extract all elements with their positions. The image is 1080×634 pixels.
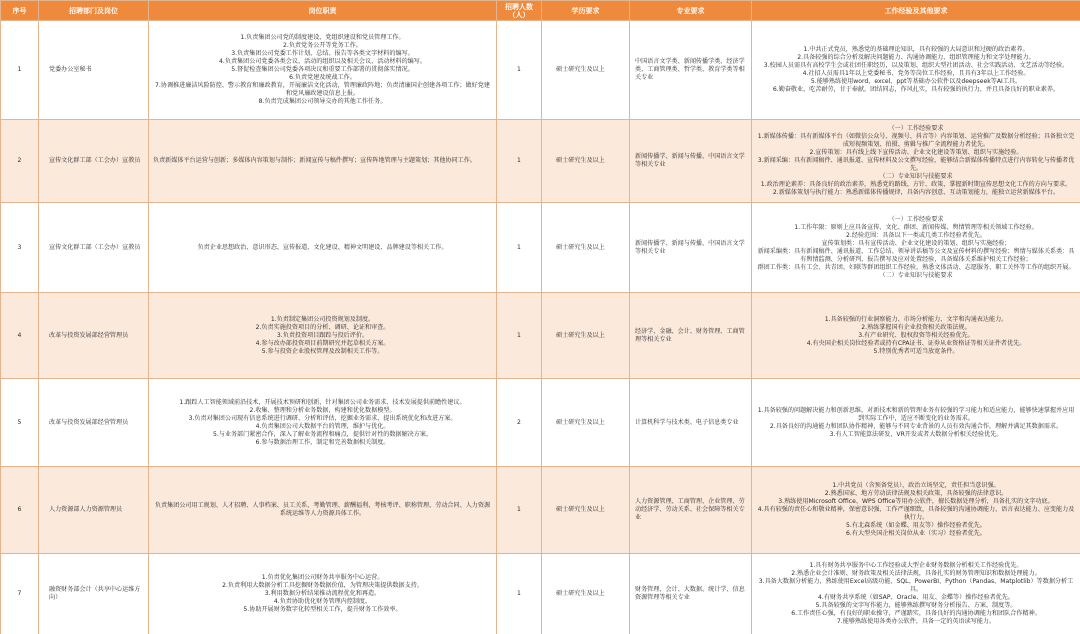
req-line: 1.中共正式党员，熟悉党的基础理论知识，具有较强的大局意识和过硬的政治素养。 bbox=[803, 46, 1029, 53]
req-line: 4.有央国企相关岗位经验者或持有CPA证书、证券从业资格证等相关证件者优先。 bbox=[806, 339, 1026, 347]
duty-line: 1.负责优化集团公司财务共享服务中心运营。 bbox=[261, 574, 384, 581]
table-row bbox=[1, 203, 1080, 293]
req-line: 1.具备较强的行业洞察能力、市场分析能力、文字和沟通表达能力。 bbox=[824, 315, 1008, 323]
row-number: 2 bbox=[1, 120, 39, 203]
req-line: 6.有大型央国企相关岗位从业（实习）经验者优先。 bbox=[846, 530, 986, 537]
dept-position: 宣传文化群工部（工会办）宣教员 bbox=[39, 203, 149, 293]
major-requirement: 新闻传播学、新闻与传播、中国语言文学等相关专业 bbox=[630, 203, 752, 293]
duty-line: 负责集团公司用工规划、人才招聘、人事档案、员工关系、考勤管理、薪酬福利、考核考评、职称管理、劳动合同、人力资源系统运维等人力资源具体工作。 bbox=[154, 502, 491, 517]
dept-position: 党委办公室秘书 bbox=[39, 21, 149, 120]
row-number: 7 bbox=[1, 554, 39, 634]
duty-line: 2.负责实施投资项目的分析、调研、论证和审查。 bbox=[255, 323, 390, 331]
duty-line: 7.协调推进廉洁风险防控、警示教育和廉政教育，开展廉洁文化活动，管理廉政阵地；负责清廉国企创建各项工作；做好党建和党风廉政建设信息上报。 bbox=[155, 82, 490, 97]
req-line: 1.政治理论素养：具备良好的政治素养，熟悉党的路线、方针、政策，掌握新时期宣传思想文化工作的方向与要求。 bbox=[760, 181, 1072, 188]
hire-count: 1 bbox=[497, 120, 542, 203]
major-requirement: 经济学、金融、会计、财务管理、工商管理等相关专业 bbox=[630, 293, 752, 379]
req-line: 2.熟悉企业会计准则、财务政策及相关法律法规，具备扎实的财务管理知识和数据处理能力。 bbox=[791, 570, 1041, 577]
duty-line: 2.收集、整理和分析业务数据，构建和优化数据模型。 bbox=[249, 406, 396, 414]
req-line: 3.熟练使用Microsoft Office、WPS Office等用办公软件，擅长数据处理分析，具备扎实的文字功底。 bbox=[778, 498, 1054, 505]
job-duties bbox=[149, 120, 497, 203]
req-line: 1.具有财务共享服务中心工作经验或大型企业财务数据分析相关工作经验优先。 bbox=[809, 562, 1023, 569]
job-duties bbox=[149, 293, 497, 379]
duty-line: 5.参与投资企业股权管理及改制相关工作等。 bbox=[261, 347, 384, 355]
table-row bbox=[1, 21, 1080, 120]
header-major: 专业要求 bbox=[630, 1, 752, 21]
major-requirement: 计算机科学与技术类、电子信息类专业 bbox=[630, 379, 752, 467]
experience-requirements bbox=[752, 293, 1080, 379]
dept-position: 宣传文化群工部（工会办）宣教员 bbox=[39, 120, 149, 203]
req-line: （二）专业知识与技能要求 bbox=[879, 271, 953, 279]
req-line: 3.有人工智能算法研发、VR开发或者大数据分析相关经验优先。 bbox=[829, 430, 1003, 438]
education-requirement: 硕士研究生及以上 bbox=[542, 554, 630, 634]
job-duties bbox=[149, 379, 497, 467]
duty-line: 4.负责集团公司大数据平台的管理，维护与优化。 bbox=[255, 422, 390, 430]
duty-line: 3.负责投资项目跟踪与投后评价。 bbox=[276, 331, 369, 339]
dept-position: 融资财务部会计（共享中心运维方向） bbox=[39, 554, 149, 634]
duty-line: 3.负责对集团公司现有信息系统进行调研、分析和评估，挖掘业务需求，提出系统优化和改进方案。 bbox=[188, 414, 457, 422]
duty-line: 1.负责制定集团公司投资规划及制度。 bbox=[270, 315, 375, 323]
req-line: 1.工作年限：原则上应具备宣传、文化、群团、新闻传媒、舆情管理等相关领域工作经验。 bbox=[794, 223, 1038, 231]
duty-line: 负责企业思想政治、意识形态、宣传报道、文化建设、精神文明建设、品牌建设等相关工作。 bbox=[197, 243, 448, 251]
job-duties bbox=[149, 21, 497, 120]
duty-line: 8.负责完成集团公司领导交办的其他工作任务。 bbox=[258, 98, 387, 105]
req-line: 3.具备大数据分析能力，熟练使用Excel高级功能、SQL、PowerBI、Python（Pandas、Matplotlib）等数据分析工具。 bbox=[758, 578, 1074, 593]
dept-position: 改革与投资发展部经营管理员 bbox=[39, 379, 149, 467]
duty-line: 3.利用数据分析结果推动流程优化和再造。 bbox=[264, 590, 381, 597]
duty-line: 3.负责集团公司党委工作计划、总结、报告等各类文字材料的编写。 bbox=[231, 50, 414, 57]
req-line: 2.具备较强的综合分析及解决问题能力、沟通协调能力、组织管理能力和文字处理能力。 bbox=[797, 54, 1035, 61]
job-duties bbox=[149, 554, 497, 634]
experience-requirements bbox=[752, 120, 1080, 203]
major-requirement: 新闻传播学、新闻与传播、中国语言文学等相关专业 bbox=[630, 120, 752, 203]
hire-count: 1 bbox=[497, 21, 542, 120]
education-requirement: 硕士研究生及以上 bbox=[542, 293, 630, 379]
job-duties bbox=[149, 203, 497, 293]
duty-line: 2.负责党务公开等党务工作。 bbox=[283, 42, 362, 49]
education-requirement: 硕士研究生及以上 bbox=[542, 467, 630, 554]
req-line: 6.勤奋敬业，吃苦耐劳，甘于奉献，团结同志，作风扎实，具有较强的执行力，并且具备良好的职业素养。 bbox=[772, 86, 1060, 93]
major-requirement: 财务管理、会计、大数据、统计学、信息资源管理等相关专业 bbox=[630, 554, 752, 634]
duty-line: 4.负责协助优化财务管理内控制度。 bbox=[273, 598, 372, 605]
req-line: 1.新媒体传播：具有新媒体平台（如微信公众号、视频号、抖音等）内容策划、运营推广及数据分析经验；具备独立完成短视频策划、拍摄、剪辑与推广全流程能力者优先。 bbox=[757, 133, 1075, 148]
req-line: 3.新闻采编：具有新闻稿件、通讯报道、宣传材料及公文撰写经验，能够结合新媒体传播特点进行内容转化与传播者优先。 bbox=[757, 157, 1075, 172]
hire-count: 1 bbox=[497, 554, 542, 634]
duty-line: 2.负责利用大数据分析工具挖掘财务数据价值，为管理决策提供数据支持。 bbox=[222, 582, 423, 589]
duty-line: 1.跟踪人工智能领域前沿技术，开展技术预研和创新，针对集团公司业务需求、技术发展提供前瞻性建议。 bbox=[179, 398, 466, 406]
req-line: 5.特别优秀者可适当放宽条件。 bbox=[873, 347, 959, 355]
hire-count: 1 bbox=[497, 203, 542, 293]
major-requirement: 中国语言文学类、新闻传播学类、经济学类、工商管理类、哲学类、教育学类等相关专业 bbox=[630, 21, 752, 120]
duty-line: 4.参与改办部投资项目前期研究并起草相关方案。 bbox=[255, 339, 390, 347]
duty-line: 5.协助开展财务数字化转型相关工作，提升财务工作效率。 bbox=[243, 606, 402, 613]
header-row bbox=[1, 1, 1080, 21]
experience-requirements bbox=[752, 554, 1080, 634]
table-row bbox=[1, 120, 1080, 203]
hire-count: 2 bbox=[497, 379, 542, 467]
hire-count: 1 bbox=[497, 467, 542, 554]
experience-requirements bbox=[752, 379, 1080, 467]
req-line: 1.具备较强的问题解决能力和创新思维，对新技术和新的管理业务有较强的学习能力和适应能力，能够快速掌握并应用到实际工作中，适应不断变化的业务需求。 bbox=[757, 406, 1075, 422]
req-line: 2.熟悉国家、地方劳动法律法规及相关政策，具备较强的法律意识。 bbox=[824, 490, 1008, 497]
req-line: （一）工作经验要求 bbox=[888, 215, 944, 223]
experience-requirements bbox=[752, 467, 1080, 554]
duty-line: 4.负责集团公司党委各类会议、活动的组织以及相关会议、活动材料的编写。 bbox=[219, 58, 426, 65]
education-requirement: 硕士研究生及以上 bbox=[542, 203, 630, 293]
req-line: 1.中共党员（含预备党员），政治立场坚定，责任担当意识强。 bbox=[832, 482, 1000, 489]
duty-line: 1.负责集团公司党的制度建设、党组织建设和党员管理工作。 bbox=[240, 34, 405, 41]
req-line: 宣传策划类：具有宣传活动、企业文化建设的策划、组织与实施经验； bbox=[821, 239, 1011, 247]
req-line: 2.经验范围：具备以下一类或几类工作经验者优先。 bbox=[846, 231, 986, 239]
hire-count: 1 bbox=[497, 293, 542, 379]
req-line: 新闻采编类：具有新闻稿件、通讯报道、工作总结、领导讲话稿等公文及宣传材料的撰写经验；舆情与媒体关系类：具有舆情监测、分析研判、报告撰写及应对处置经验，具备媒体关系维护相关工作经验； bbox=[757, 247, 1075, 263]
req-line: （二）专业知识与技能要求 bbox=[879, 173, 953, 180]
req-line: 2.宣传策划：具有线上线下宣传活动、企业文化建设等策划、组织与实施经验。 bbox=[809, 149, 1023, 156]
row-number: 6 bbox=[1, 467, 39, 554]
row-number: 4 bbox=[1, 293, 39, 379]
major-requirement: 人力资源管理、工商管理、企业管理、劳动经济学、劳动关系、社会保障等相关专业 bbox=[630, 467, 752, 554]
req-line: （一）工作经验要求 bbox=[888, 125, 944, 132]
education-requirement: 硕士研究生及以上 bbox=[542, 379, 630, 467]
row-number: 1 bbox=[1, 21, 39, 120]
req-line: 2.熟练掌握国有企业投资相关政策法规。 bbox=[861, 323, 971, 331]
req-line: 5.有北森系统（如金蝶、用友等）操作经验者优先。 bbox=[846, 522, 986, 529]
req-line: 4.有财务共享系统（如SAP、Oracle、用友、金蝶等）操作经验者优先。 bbox=[818, 594, 1014, 601]
req-line: 2.具备良好的沟通能力和团队协作精神，能够与不同专业背景的人员有效沟通合作，理解并满足其数据需求。 bbox=[769, 422, 1063, 430]
header-duty: 岗位职责 bbox=[149, 1, 497, 21]
table-row bbox=[1, 379, 1080, 467]
header-count: 招聘人数（人） bbox=[497, 1, 542, 21]
job-duties bbox=[149, 467, 497, 554]
req-line: 4.具有较强的责任心和敬业精神，保密意识强，工作严谨细致，具备较强的沟通协调能力、语言表达能力、应变能力及执行力。 bbox=[757, 506, 1075, 521]
duty-line: 5.督促检查集团公司党委各项决议和重要工作部署的贯彻落实情况。 bbox=[231, 66, 414, 73]
header-no: 序号 bbox=[1, 1, 39, 21]
req-line: 5.能够熟练使用word、excel、ppt等基础办公软件以及deepseek等AI工具。 bbox=[810, 78, 1022, 85]
header-dept: 招聘部门及岗位 bbox=[39, 1, 149, 21]
dept-position: 改革与投资发展部经营管理员 bbox=[39, 293, 149, 379]
duty-line: 5.与业务部门紧密合作，深入了解业务流程和痛点，提供针对性的数据解决方案。 bbox=[212, 430, 433, 438]
req-line: 3.校园人员需具有高校学生会或社团任职经历，以及策划、组织大型社团活动、社会实践活动、文艺活动等经验。 bbox=[763, 62, 1069, 69]
education-requirement: 硕士研究生及以上 bbox=[542, 21, 630, 120]
education-requirement: 硕士研究生及以上 bbox=[542, 120, 630, 203]
header-edu: 学历要求 bbox=[542, 1, 630, 21]
duty-line: 6.负责党建及统战工作。 bbox=[289, 74, 356, 81]
table-row bbox=[1, 293, 1080, 379]
experience-requirements bbox=[752, 21, 1080, 120]
header-req: 工作经验及其他要求 bbox=[752, 1, 1080, 21]
experience-requirements bbox=[752, 203, 1080, 293]
row-number: 5 bbox=[1, 379, 39, 467]
table-row bbox=[1, 554, 1080, 634]
req-line: 2.新媒体策划与执行能力：熟悉新媒体传播规律，具备内容创意、互动策划能力，能独立运营新媒体平台。 bbox=[772, 189, 1060, 196]
table-row bbox=[1, 467, 1080, 554]
req-line: 6.工作责任心强，有良好的职业操守，严谨踏实，具备良好的沟通协调能力和团队合作精神。 bbox=[791, 610, 1041, 617]
row-number: 3 bbox=[1, 203, 39, 293]
req-line: 3.有产业研究、股权投资等相关经验优先。 bbox=[858, 331, 974, 339]
req-line: 4.社招人员需具1年以上党委秘书、党务等岗位工作经验，且具有3年以上工作经验。 bbox=[802, 70, 1030, 77]
duty-line: 负责新媒体平台运营与创新；多媒体内容策划与制作；新闻宣传与稿件撰写；宣传阵地管理与主题策划；其他协同工作。 bbox=[153, 157, 476, 164]
req-line: 5.具备较强的文字写作能力，能够熟练撰写财务分析报告、方案、制度等。 bbox=[815, 602, 1017, 609]
req-line: 7.能够熟练使用各类办公软件，具备一定的英语读写能力。 bbox=[836, 618, 996, 625]
dept-position: 人力资源部人力资源管理员 bbox=[39, 467, 149, 554]
req-line: 群团工作类：具有工会、共青团、妇联等群团组织工作经验，熟悉文体活动、志愿服务、职工关怀等工作的组织开展。 bbox=[757, 263, 1075, 271]
duty-line: 6.参与数据治理工作，制定和完善数据相关制度。 bbox=[255, 438, 390, 446]
